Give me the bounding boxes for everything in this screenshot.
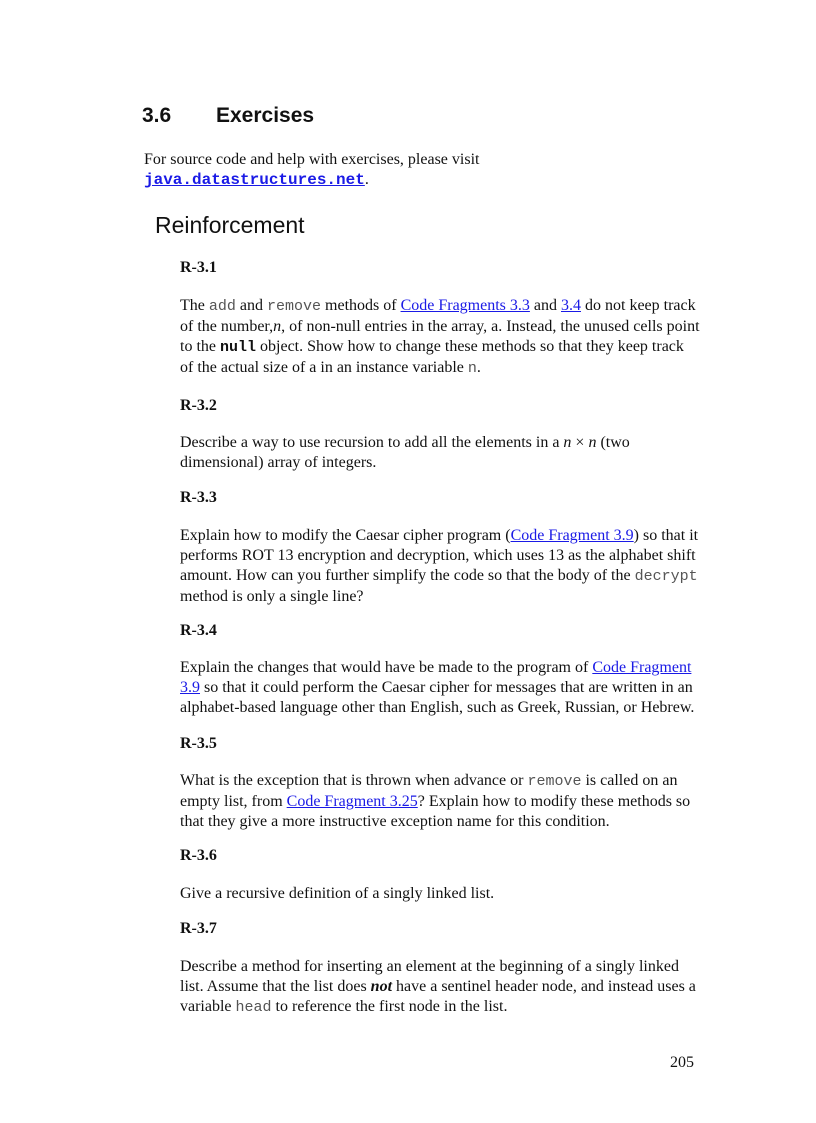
exercise-text: What is the exception that is thrown when advance or remove is called on an empty list, from Code Fragment 3.25? Explain how to modify these methods so that they give a more instructive exception name for this condition. [180, 772, 691, 830]
exercise-text: Describe a method for inserting an element at the beginning of a singly linked list. Assume that the list does not have a sentinel header node, and instead uses a variable head to reference the first node in the list. [180, 958, 696, 1016]
code-fragment-link[interactable]: Code Fragment 3.9 [510, 527, 634, 544]
section-heading [142, 104, 314, 128]
subsection-heading: Reinforcement [155, 212, 305, 238]
intro-paragraph [144, 150, 479, 190]
exercise-id: R-3.4 [180, 622, 217, 639]
exercise-text: Explain the changes that would have be made to the program of Code Fragment 3.9 so that it could perform the Caesar cipher for messages that are written in an alphabet-based language other than English, such as Greek, Russian, or Hebrew. [180, 659, 695, 716]
website-link[interactable]: java.datastructures.net [144, 171, 365, 189]
code-fragment-link[interactable]: Code Fragment 3.9 [180, 659, 692, 696]
exercise-text: Explain how to modify the Caesar cipher program (Code Fragment 3.9) so that it performs ROT 13 encryption and decryption, which uses 13 as the alphabet shift amount. How can you further simplify the code so that the body of the decrypt method is only a single line? [180, 527, 699, 605]
code-fragment-link[interactable]: Code Fragment 3.25 [286, 793, 418, 810]
section-number: 3.6 [142, 104, 172, 127]
page-number: 205 [670, 1054, 694, 1071]
section-title: Exercises [216, 104, 315, 127]
exercise-id: R-3.6 [180, 847, 217, 864]
exercise-id: R-3.5 [180, 735, 217, 752]
exercise-id: R-3.1 [180, 259, 217, 276]
code-n: n [467, 360, 477, 377]
exercise-text: The add and remove methods of Code Fragments 3.3 and 3.4 do not keep track of the number,n, of non-null entries in the array, a. Instead, the unused cells point to the null object. Show how to change these methods so that they keep track of the actual size of a in an instance variable n. [180, 297, 700, 377]
code-add: add [208, 298, 236, 315]
code-head: head [235, 999, 272, 1016]
code-fragment-link[interactable]: Code Fragments 3.3 [400, 297, 530, 314]
code-null: null [220, 339, 257, 356]
exercise-text: Give a recursive definition of a singly linked list. [180, 885, 495, 902]
exercise-text: Describe a way to use recursion to add all the elements in a n × n (two dimensional) array of integers. [180, 434, 630, 471]
exercise-id: R-3.2 [180, 397, 217, 414]
exercise-id: R-3.7 [180, 920, 217, 937]
code-fragment-link[interactable]: 3.4 [561, 297, 581, 314]
code-remove: remove [267, 298, 322, 315]
intro-trail: . [364, 171, 369, 188]
intro-text: For source code and help with exercises, please visit [144, 151, 480, 168]
code-decrypt: decrypt [634, 568, 698, 585]
code-remove: remove [527, 773, 582, 790]
exercise-id: R-3.3 [180, 489, 217, 506]
